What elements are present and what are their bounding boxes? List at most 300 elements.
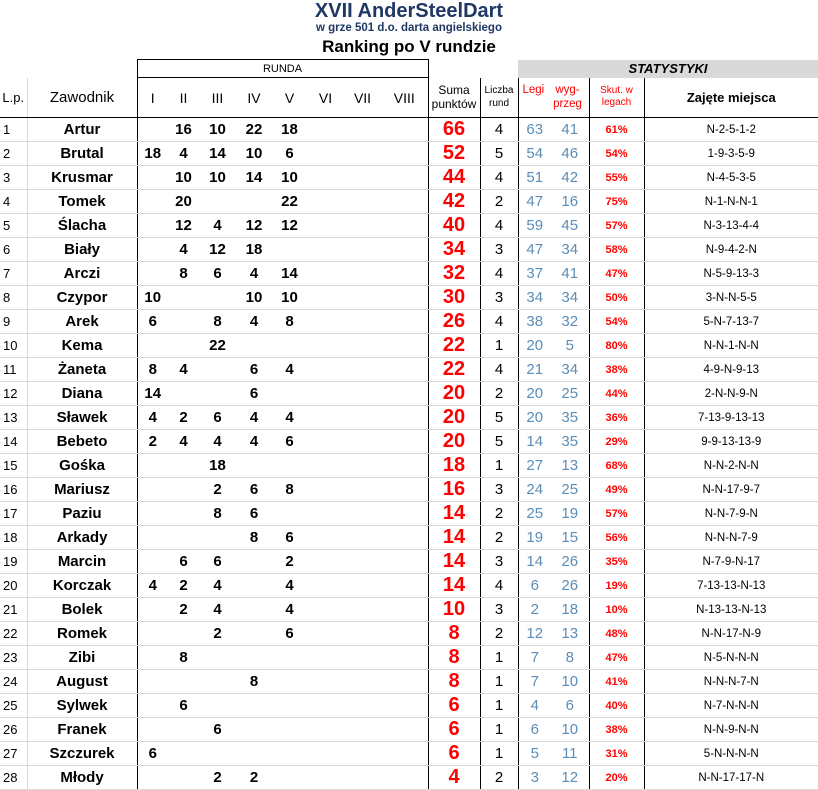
player-name-cell: Arkady (27, 526, 137, 550)
round-score-cell (344, 478, 381, 502)
suma-cell: 14 (428, 526, 480, 550)
liczba-rund-cell: 2 (480, 766, 518, 790)
legi-przegrane-cell: 11 (551, 742, 589, 766)
round-score-cell (307, 238, 344, 262)
skutecznosc-cell: 10% (589, 598, 644, 622)
legi-przegrane-cell: 34 (551, 358, 589, 382)
round-score-cell: 2 (168, 406, 199, 430)
zajete-miejsca-cell: 9-9-13-13-9 (644, 430, 818, 454)
suma-cell: 14 (428, 502, 480, 526)
runda-header: RUNDA (137, 60, 428, 78)
round-score-cell: 10 (272, 286, 307, 310)
skutecznosc-cell: 38% (589, 358, 644, 382)
player-name-cell: Sławek (27, 406, 137, 430)
suma-cell: 6 (428, 718, 480, 742)
round-score-cell: 6 (272, 142, 307, 166)
round-score-cell (307, 166, 344, 190)
round-score-cell (168, 382, 199, 406)
round-score-cell (137, 166, 168, 190)
statystyki-header: STATYSTYKI (518, 60, 818, 78)
lp-cell: 15 (0, 454, 27, 478)
round-score-cell (344, 694, 381, 718)
skutecznosc-cell: 47% (589, 646, 644, 670)
liczba-rund-cell: 4 (480, 262, 518, 286)
legi-wygrane-cell: 7 (518, 646, 551, 670)
round-score-cell: 6 (236, 382, 272, 406)
legi-wygrane-cell: 37 (518, 262, 551, 286)
table-row (0, 574, 818, 598)
suma-cell: 66 (428, 118, 480, 142)
player-name-cell: Sylwek (27, 694, 137, 718)
zajete-miejsca-cell: N-5-N-N-N (644, 646, 818, 670)
round-header: VI (307, 78, 344, 118)
round-score-cell (236, 334, 272, 358)
round-score-cell (381, 766, 428, 790)
liczba-rund-header: Liczba rund (480, 78, 518, 118)
zajete-miejsca-cell: N-4-5-3-5 (644, 166, 818, 190)
round-score-cell (344, 430, 381, 454)
round-score-cell (381, 310, 428, 334)
skutecznosc-cell: 20% (589, 766, 644, 790)
round-score-cell: 6 (272, 526, 307, 550)
round-score-cell (381, 574, 428, 598)
round-score-cell: 10 (168, 166, 199, 190)
round-header: V (272, 78, 307, 118)
legi-wygrane-cell: 6 (518, 574, 551, 598)
legi-przegrane-cell: 41 (551, 118, 589, 142)
round-score-cell (307, 646, 344, 670)
round-header: VII (344, 78, 381, 118)
round-score-cell (381, 694, 428, 718)
suma-cell: 8 (428, 646, 480, 670)
zajete-miejsca-cell: N-1-N-N-1 (644, 190, 818, 214)
round-score-cell (307, 670, 344, 694)
skutecznosc-cell: 56% (589, 526, 644, 550)
legi-wygrane-cell: 54 (518, 142, 551, 166)
zajete-miejsca-cell: 4-9-N-9-13 (644, 358, 818, 382)
round-score-cell (236, 742, 272, 766)
round-score-cell (199, 742, 236, 766)
zajete-miejsca-cell: N-N-9-N-N (644, 718, 818, 742)
round-score-cell (344, 454, 381, 478)
round-score-cell: 8 (168, 262, 199, 286)
round-score-cell: 4 (168, 142, 199, 166)
round-score-cell: 4 (236, 310, 272, 334)
player-name-cell: Arczi (27, 262, 137, 286)
lp-cell: 28 (0, 766, 27, 790)
round-score-cell (381, 646, 428, 670)
table-row (0, 310, 818, 334)
legi-przegrane-cell: 18 (551, 598, 589, 622)
round-score-cell (307, 406, 344, 430)
player-name-cell: August (27, 670, 137, 694)
round-score-cell: 14 (137, 382, 168, 406)
round-score-cell (199, 694, 236, 718)
lp-cell: 14 (0, 430, 27, 454)
legi-wygrane-cell: 14 (518, 430, 551, 454)
round-score-cell (344, 238, 381, 262)
zajete-miejsca-cell: N-N-2-N-N (644, 454, 818, 478)
round-score-cell (381, 622, 428, 646)
legi-przegrane-cell: 25 (551, 478, 589, 502)
round-score-cell: 2 (168, 574, 199, 598)
player-name-cell: Żaneta (27, 358, 137, 382)
liczba-rund-cell: 5 (480, 142, 518, 166)
round-score-cell: 8 (272, 310, 307, 334)
round-score-cell: 10 (236, 286, 272, 310)
skutecznosc-cell: 49% (589, 478, 644, 502)
round-score-cell: 6 (272, 430, 307, 454)
table-row (0, 406, 818, 430)
round-score-cell: 10 (272, 166, 307, 190)
legi-przegrane-cell: 35 (551, 430, 589, 454)
skutecznosc-cell: 38% (589, 718, 644, 742)
table-row (0, 190, 818, 214)
round-score-cell: 18 (236, 238, 272, 262)
legi-przegrane-cell: 34 (551, 238, 589, 262)
player-name-cell: Marcin (27, 550, 137, 574)
round-score-cell (199, 646, 236, 670)
round-score-cell (272, 670, 307, 694)
round-score-cell (307, 526, 344, 550)
round-score-cell: 2 (199, 478, 236, 502)
round-header: VIII (381, 78, 428, 118)
player-name-cell: Biały (27, 238, 137, 262)
round-score-cell (344, 598, 381, 622)
table-row (0, 694, 818, 718)
round-score-cell (381, 214, 428, 238)
round-score-cell (272, 382, 307, 406)
player-name-cell: Arek (27, 310, 137, 334)
player-name-cell: Młody (27, 766, 137, 790)
legi-wygrane-cell: 59 (518, 214, 551, 238)
round-score-cell (272, 646, 307, 670)
zajete-miejsca-cell: N-3-13-4-4 (644, 214, 818, 238)
round-score-cell (381, 550, 428, 574)
suma-cell: 30 (428, 286, 480, 310)
ranking-body (0, 118, 818, 790)
round-score-cell (168, 526, 199, 550)
lp-cell: 17 (0, 502, 27, 526)
round-score-cell (381, 406, 428, 430)
round-score-cell (344, 334, 381, 358)
round-score-cell (344, 526, 381, 550)
skutecznosc-cell: 50% (589, 286, 644, 310)
suma-cell: 8 (428, 622, 480, 646)
zajete-miejsca-cell: N-2-5-1-2 (644, 118, 818, 142)
zajete-miejsca-cell: N-N-N-7-9 (644, 526, 818, 550)
table-row (0, 382, 818, 406)
suma-cell: 26 (428, 310, 480, 334)
round-score-cell (236, 190, 272, 214)
player-name-cell: Mariusz (27, 478, 137, 502)
liczba-rund-cell: 1 (480, 694, 518, 718)
suma-cell: 22 (428, 358, 480, 382)
round-score-cell (307, 310, 344, 334)
table-row (0, 358, 818, 382)
suma-cell: 14 (428, 550, 480, 574)
player-name-cell: Korczak (27, 574, 137, 598)
round-score-cell: 8 (236, 670, 272, 694)
skutecznosc-cell: 61% (589, 118, 644, 142)
player-name-cell: Romek (27, 622, 137, 646)
suma-cell: 40 (428, 214, 480, 238)
round-score-cell (344, 142, 381, 166)
round-score-cell: 12 (272, 214, 307, 238)
legi-przegrane-cell: 13 (551, 622, 589, 646)
round-score-cell (272, 766, 307, 790)
round-score-cell (381, 238, 428, 262)
skutecznosc-cell: 29% (589, 430, 644, 454)
round-score-cell (344, 670, 381, 694)
round-score-cell: 2 (199, 622, 236, 646)
table-row (0, 526, 818, 550)
suma-cell: 6 (428, 742, 480, 766)
round-score-cell (168, 454, 199, 478)
round-score-cell (344, 742, 381, 766)
round-score-cell (236, 646, 272, 670)
skutecznosc-cell: 55% (589, 166, 644, 190)
round-header: I (137, 78, 168, 118)
round-score-cell (137, 214, 168, 238)
liczba-rund-cell: 3 (480, 550, 518, 574)
table-row (0, 478, 818, 502)
round-score-cell (381, 334, 428, 358)
round-score-cell (199, 358, 236, 382)
player-name-cell: Ślacha (27, 214, 137, 238)
round-score-cell (307, 118, 344, 142)
round-score-cell: 6 (137, 742, 168, 766)
round-score-cell: 4 (272, 406, 307, 430)
round-score-cell: 6 (168, 694, 199, 718)
suma-cell: 52 (428, 142, 480, 166)
round-score-cell: 4 (168, 358, 199, 382)
round-score-cell: 4 (168, 238, 199, 262)
liczba-rund-cell: 3 (480, 238, 518, 262)
round-score-cell: 10 (137, 286, 168, 310)
lp-cell: 5 (0, 214, 27, 238)
round-score-cell (344, 262, 381, 286)
lp-cell: 24 (0, 670, 27, 694)
table-row (0, 718, 818, 742)
zajete-miejsca-cell: 7-13-9-13-13 (644, 406, 818, 430)
round-score-cell: 4 (199, 430, 236, 454)
round-score-cell (236, 454, 272, 478)
round-score-cell (307, 694, 344, 718)
suma-cell: 10 (428, 598, 480, 622)
table-row (0, 646, 818, 670)
round-score-cell (344, 310, 381, 334)
legi-wygrane-cell: 20 (518, 334, 551, 358)
round-score-cell: 4 (137, 574, 168, 598)
legi-wygrane-cell: 21 (518, 358, 551, 382)
round-score-cell: 12 (199, 238, 236, 262)
round-score-cell (307, 190, 344, 214)
round-score-cell (344, 550, 381, 574)
table-row (0, 766, 818, 790)
player-name-cell: Artur (27, 118, 137, 142)
legi-wygrane-cell: 47 (518, 190, 551, 214)
legi-wygrane-cell: 38 (518, 310, 551, 334)
liczba-rund-cell: 4 (480, 310, 518, 334)
round-score-cell (137, 550, 168, 574)
suma-cell: 20 (428, 406, 480, 430)
legi-wygrane-cell: 27 (518, 454, 551, 478)
round-score-cell: 6 (236, 502, 272, 526)
lp-cell: 21 (0, 598, 27, 622)
round-score-cell (137, 766, 168, 790)
round-score-cell (307, 382, 344, 406)
skutecznosc-cell: 31% (589, 742, 644, 766)
round-score-cell (381, 526, 428, 550)
round-score-cell: 18 (272, 118, 307, 142)
liczba-rund-cell: 1 (480, 742, 518, 766)
round-score-cell: 4 (236, 406, 272, 430)
round-score-cell (381, 502, 428, 526)
round-score-cell: 8 (272, 478, 307, 502)
round-score-cell (137, 694, 168, 718)
round-score-cell: 10 (199, 118, 236, 142)
skutecznosc-cell: 44% (589, 382, 644, 406)
skutecznosc-cell: 80% (589, 334, 644, 358)
round-score-cell (307, 286, 344, 310)
player-name-cell: Szczurek (27, 742, 137, 766)
legi-wygrane-cell: 25 (518, 502, 551, 526)
zajete-miejsca-cell: N-N-17-9-7 (644, 478, 818, 502)
legi-przegrane-cell: 16 (551, 190, 589, 214)
round-score-cell: 12 (236, 214, 272, 238)
round-score-cell (199, 286, 236, 310)
round-score-cell: 6 (199, 718, 236, 742)
round-score-cell: 22 (199, 334, 236, 358)
round-score-cell (381, 382, 428, 406)
lp-cell: 23 (0, 646, 27, 670)
round-score-cell (381, 454, 428, 478)
liczba-rund-cell: 2 (480, 502, 518, 526)
round-score-cell: 10 (236, 142, 272, 166)
round-score-cell (168, 622, 199, 646)
skutecznosc-cell: 58% (589, 238, 644, 262)
round-score-cell (344, 214, 381, 238)
lp-cell: 11 (0, 358, 27, 382)
round-score-cell (199, 382, 236, 406)
liczba-rund-cell: 3 (480, 478, 518, 502)
round-score-cell: 6 (199, 406, 236, 430)
liczba-rund-cell: 4 (480, 118, 518, 142)
round-score-cell: 2 (236, 766, 272, 790)
round-score-cell (168, 670, 199, 694)
round-score-cell: 4 (272, 574, 307, 598)
round-score-cell (236, 718, 272, 742)
lp-cell: 8 (0, 286, 27, 310)
round-score-cell (168, 718, 199, 742)
skutecznosc-cell: 68% (589, 454, 644, 478)
round-score-cell (272, 742, 307, 766)
round-score-cell (137, 118, 168, 142)
round-score-cell (199, 526, 236, 550)
lp-cell: 13 (0, 406, 27, 430)
zajete-miejsca-cell: 5-N-N-N-N (644, 742, 818, 766)
round-score-cell (307, 454, 344, 478)
player-name-cell: Franek (27, 718, 137, 742)
liczba-rund-cell: 4 (480, 166, 518, 190)
round-score-cell (137, 526, 168, 550)
round-score-cell: 8 (199, 502, 236, 526)
legi-wygrane-cell: 5 (518, 742, 551, 766)
table-row (0, 550, 818, 574)
round-score-cell (344, 502, 381, 526)
round-score-cell: 4 (236, 430, 272, 454)
round-score-cell: 2 (199, 766, 236, 790)
table-row (0, 742, 818, 766)
lp-cell: 10 (0, 334, 27, 358)
suma-cell: 8 (428, 670, 480, 694)
round-score-cell (307, 478, 344, 502)
ranking-table (0, 59, 818, 790)
round-score-cell (236, 550, 272, 574)
round-score-cell (307, 214, 344, 238)
round-header: II (168, 78, 199, 118)
zajete-miejsca-cell: N-7-N-N-N (644, 694, 818, 718)
round-score-cell (137, 238, 168, 262)
round-score-cell (307, 142, 344, 166)
legi-przegrane-cell: 19 (551, 502, 589, 526)
liczba-rund-cell: 1 (480, 646, 518, 670)
legi-wygrane-cell: 34 (518, 286, 551, 310)
skutecznosc-cell: 48% (589, 622, 644, 646)
round-score-cell: 14 (199, 142, 236, 166)
skutecznosc-cell: 19% (589, 574, 644, 598)
liczba-rund-cell: 5 (480, 406, 518, 430)
round-score-cell (307, 550, 344, 574)
round-score-cell (344, 574, 381, 598)
zajete-miejsca-cell: N-N-N-7-N (644, 670, 818, 694)
legi-header (518, 78, 589, 118)
round-score-cell (344, 166, 381, 190)
round-score-cell: 22 (272, 190, 307, 214)
lp-cell: 20 (0, 574, 27, 598)
skutecznosc-cell: 54% (589, 142, 644, 166)
skutecznosc-cell: 75% (589, 190, 644, 214)
legi-wygrane-cell: 4 (518, 694, 551, 718)
legi-wygrane-cell: 6 (518, 718, 551, 742)
zajete-miejsca-cell: N-N-1-N-N (644, 334, 818, 358)
table-row (0, 622, 818, 646)
round-score-cell (307, 718, 344, 742)
zajete-miejsca-cell: N-7-9-N-17 (644, 550, 818, 574)
round-score-cell: 2 (168, 598, 199, 622)
round-score-cell (236, 598, 272, 622)
skutecznosc-cell: 35% (589, 550, 644, 574)
round-score-cell (344, 118, 381, 142)
round-score-cell (272, 334, 307, 358)
round-score-cell (307, 598, 344, 622)
round-score-cell (307, 742, 344, 766)
round-score-cell (272, 502, 307, 526)
legi-przegrane-cell: 41 (551, 262, 589, 286)
round-score-cell (381, 262, 428, 286)
legi-wygrane-cell: 63 (518, 118, 551, 142)
round-score-cell (344, 406, 381, 430)
legi-przegrane-cell: 5 (551, 334, 589, 358)
table-row (0, 166, 818, 190)
round-score-cell (381, 142, 428, 166)
suma-cell: 14 (428, 574, 480, 598)
skutecznosc-cell: 57% (589, 214, 644, 238)
round-score-cell (236, 694, 272, 718)
legi-przegrane-cell: 15 (551, 526, 589, 550)
round-score-cell (381, 430, 428, 454)
